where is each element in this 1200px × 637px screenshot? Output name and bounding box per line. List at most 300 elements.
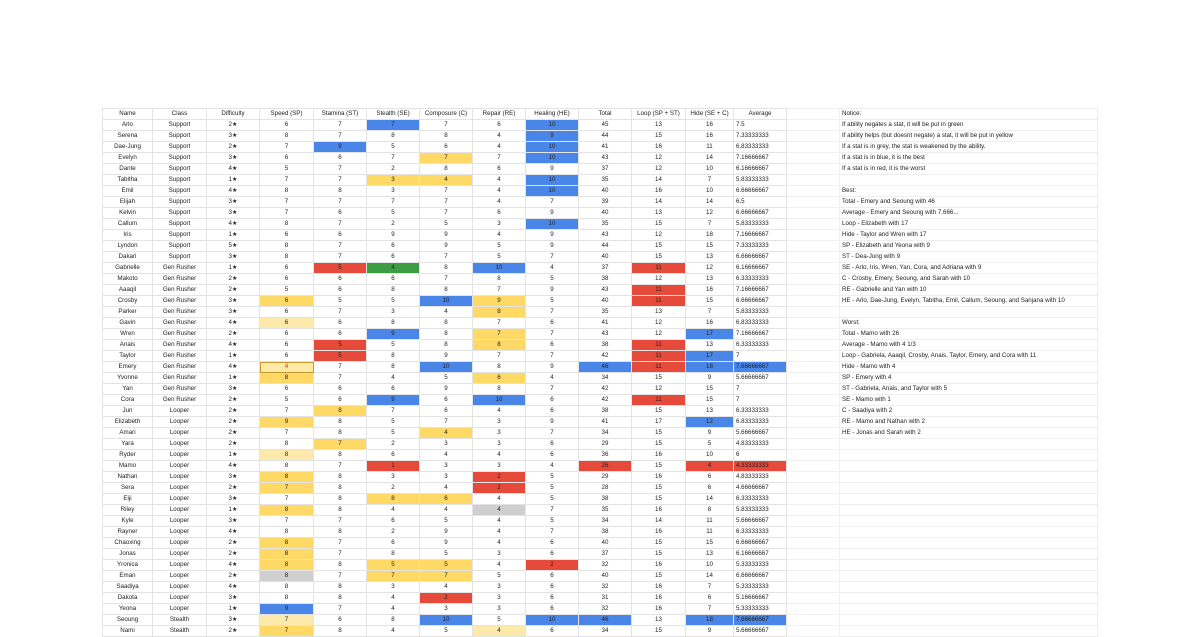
- cell[interactable]: Evelyn: [103, 153, 153, 164]
- cell[interactable]: 35: [579, 219, 632, 230]
- cell[interactable]: 26: [579, 461, 632, 472]
- column-header[interactable]: Difficulty: [207, 109, 260, 120]
- cell[interactable]: 16: [632, 450, 686, 461]
- notes-cell[interactable]: [840, 505, 1098, 516]
- cell[interactable]: Looper: [153, 538, 207, 549]
- notes-cell[interactable]: C - Saadiya with 2: [840, 406, 1098, 417]
- notes-cell[interactable]: [840, 582, 1098, 593]
- cell[interactable]: Serena: [103, 131, 153, 142]
- empty-cell[interactable]: [787, 131, 840, 142]
- cell[interactable]: 8: [420, 263, 473, 274]
- cell[interactable]: 4: [420, 307, 473, 318]
- cell[interactable]: 9: [526, 417, 579, 428]
- cell[interactable]: 15: [686, 538, 734, 549]
- cell[interactable]: 29: [579, 472, 632, 483]
- cell[interactable]: 13: [632, 307, 686, 318]
- empty-cell[interactable]: [787, 395, 840, 406]
- cell[interactable]: 7: [420, 186, 473, 197]
- cell[interactable]: 9: [526, 208, 579, 219]
- cell[interactable]: 5: [526, 516, 579, 527]
- notes-cell[interactable]: [840, 571, 1098, 582]
- cell[interactable]: 6: [526, 538, 579, 549]
- cell[interactable]: 7: [260, 142, 314, 153]
- cell[interactable]: 2★: [207, 329, 260, 340]
- cell[interactable]: 7: [260, 208, 314, 219]
- cell[interactable]: Looper: [153, 439, 207, 450]
- cell[interactable]: Support: [153, 230, 207, 241]
- cell[interactable]: 5: [420, 560, 473, 571]
- cell[interactable]: 6: [526, 626, 579, 637]
- cell[interactable]: 6.16666667: [734, 263, 787, 274]
- cell[interactable]: 11: [632, 395, 686, 406]
- cell[interactable]: 5: [526, 483, 579, 494]
- cell[interactable]: 6.33333333: [734, 406, 787, 417]
- cell[interactable]: 6: [260, 263, 314, 274]
- cell[interactable]: 17: [632, 417, 686, 428]
- cell[interactable]: 5: [367, 340, 420, 351]
- cell[interactable]: 3: [420, 439, 473, 450]
- cell[interactable]: 7: [420, 208, 473, 219]
- cell[interactable]: 2★: [207, 285, 260, 296]
- cell[interactable]: 4: [473, 406, 526, 417]
- cell[interactable]: 7: [367, 406, 420, 417]
- cell[interactable]: 6: [367, 450, 420, 461]
- cell[interactable]: 6: [526, 450, 579, 461]
- cell[interactable]: 3: [473, 604, 526, 615]
- empty-cell[interactable]: [787, 615, 840, 626]
- cell[interactable]: Kelvin: [103, 208, 153, 219]
- cell[interactable]: 34: [579, 516, 632, 527]
- empty-cell[interactable]: [787, 186, 840, 197]
- cell[interactable]: 12: [632, 164, 686, 175]
- cell[interactable]: 42: [579, 351, 632, 362]
- cell[interactable]: 43: [579, 230, 632, 241]
- cell[interactable]: Riley: [103, 505, 153, 516]
- cell[interactable]: Aaaqil: [103, 285, 153, 296]
- notes-cell[interactable]: HE - Jonas and Sarah with 2: [840, 428, 1098, 439]
- cell[interactable]: 34: [579, 626, 632, 637]
- cell[interactable]: 45: [579, 120, 632, 131]
- cell[interactable]: 43: [579, 285, 632, 296]
- cell[interactable]: Gen Rusher: [153, 329, 207, 340]
- cell[interactable]: 8: [420, 131, 473, 142]
- cell[interactable]: 2★: [207, 571, 260, 582]
- cell[interactable]: Gen Rusher: [153, 318, 207, 329]
- cell[interactable]: 2★: [207, 406, 260, 417]
- cell[interactable]: 4★: [207, 461, 260, 472]
- notes-cell[interactable]: [840, 450, 1098, 461]
- cell[interactable]: 6: [314, 329, 367, 340]
- cell[interactable]: 42: [579, 395, 632, 406]
- cell[interactable]: 15: [632, 549, 686, 560]
- cell[interactable]: Gavin: [103, 318, 153, 329]
- cell[interactable]: 9: [526, 131, 579, 142]
- cell[interactable]: 8: [260, 472, 314, 483]
- empty-cell[interactable]: [787, 285, 840, 296]
- cell[interactable]: Support: [153, 120, 207, 131]
- cell[interactable]: 7.66666667: [734, 362, 787, 373]
- cell[interactable]: 13: [632, 120, 686, 131]
- column-header[interactable]: Average: [734, 109, 787, 120]
- cell[interactable]: 5: [367, 417, 420, 428]
- cell[interactable]: 7.16666667: [734, 153, 787, 164]
- cell[interactable]: 6: [420, 406, 473, 417]
- cell[interactable]: 6: [686, 483, 734, 494]
- cell[interactable]: 5: [367, 296, 420, 307]
- cell[interactable]: 6: [526, 318, 579, 329]
- cell[interactable]: 8: [260, 582, 314, 593]
- cell[interactable]: 7: [314, 120, 367, 131]
- column-header[interactable]: Name: [103, 109, 153, 120]
- cell[interactable]: 4: [473, 186, 526, 197]
- cell[interactable]: 5: [526, 296, 579, 307]
- cell[interactable]: 6.66666667: [734, 208, 787, 219]
- cell[interactable]: 7: [420, 252, 473, 263]
- cell[interactable]: 9: [420, 538, 473, 549]
- cell[interactable]: 40: [579, 208, 632, 219]
- cell[interactable]: 9: [260, 417, 314, 428]
- cell[interactable]: 8: [260, 571, 314, 582]
- notes-cell[interactable]: C - Crosby, Emery, Seoung, and Sarah with 10: [840, 274, 1098, 285]
- cell[interactable]: 7: [367, 197, 420, 208]
- cell[interactable]: 2: [367, 483, 420, 494]
- cell[interactable]: 3: [367, 472, 420, 483]
- cell[interactable]: 18: [686, 230, 734, 241]
- cell[interactable]: 7: [420, 571, 473, 582]
- cell[interactable]: 4: [420, 175, 473, 186]
- cell[interactable]: 5: [420, 549, 473, 560]
- cell[interactable]: 5: [260, 164, 314, 175]
- cell[interactable]: 4: [473, 230, 526, 241]
- cell[interactable]: 7: [260, 516, 314, 527]
- cell[interactable]: 8: [260, 252, 314, 263]
- cell[interactable]: 5: [526, 472, 579, 483]
- cell[interactable]: 3★: [207, 516, 260, 527]
- cell[interactable]: Looper: [153, 560, 207, 571]
- empty-cell[interactable]: [787, 527, 840, 538]
- cell[interactable]: 11: [632, 351, 686, 362]
- cell[interactable]: 7: [260, 483, 314, 494]
- cell[interactable]: 15: [632, 373, 686, 384]
- cell[interactable]: 9: [367, 395, 420, 406]
- cell[interactable]: Looper: [153, 450, 207, 461]
- notes-cell[interactable]: SP - Elizabeth and Yeona with 9: [840, 241, 1098, 252]
- cell[interactable]: 8: [367, 318, 420, 329]
- cell[interactable]: 6: [367, 516, 420, 527]
- cell[interactable]: 7: [314, 307, 367, 318]
- cell[interactable]: 8: [314, 494, 367, 505]
- cell[interactable]: 8: [473, 362, 526, 373]
- cell[interactable]: 7: [314, 571, 367, 582]
- cell[interactable]: Callum: [103, 219, 153, 230]
- notes-cell[interactable]: If a stat is in grey, the stat is weakened by the ability.: [840, 142, 1098, 153]
- cell[interactable]: 3: [473, 219, 526, 230]
- cell[interactable]: 6: [260, 329, 314, 340]
- cell[interactable]: Support: [153, 131, 207, 142]
- cell[interactable]: Stealth: [153, 615, 207, 626]
- cell[interactable]: 5.83333333: [734, 505, 787, 516]
- empty-cell[interactable]: [787, 538, 840, 549]
- cell[interactable]: Yara: [103, 439, 153, 450]
- cell[interactable]: 8: [260, 527, 314, 538]
- cell[interactable]: 7: [314, 175, 367, 186]
- cell[interactable]: 5★: [207, 241, 260, 252]
- cell[interactable]: 6: [260, 120, 314, 131]
- cell[interactable]: 38: [579, 406, 632, 417]
- cell[interactable]: 6: [314, 230, 367, 241]
- empty-cell[interactable]: [787, 461, 840, 472]
- cell[interactable]: 6: [314, 318, 367, 329]
- cell[interactable]: 16: [632, 186, 686, 197]
- cell[interactable]: 32: [579, 604, 632, 615]
- cell[interactable]: 11: [632, 340, 686, 351]
- cell[interactable]: 10: [526, 142, 579, 153]
- cell[interactable]: 8: [420, 285, 473, 296]
- cell[interactable]: Elizabeth: [103, 417, 153, 428]
- cell[interactable]: 6.33333333: [734, 527, 787, 538]
- cell[interactable]: 10: [420, 362, 473, 373]
- cell[interactable]: 2: [367, 527, 420, 538]
- cell[interactable]: 7: [473, 351, 526, 362]
- cell[interactable]: 29: [579, 439, 632, 450]
- cell[interactable]: Looper: [153, 417, 207, 428]
- cell[interactable]: Looper: [153, 571, 207, 582]
- cell[interactable]: 7.16666667: [734, 329, 787, 340]
- cell[interactable]: 7: [314, 549, 367, 560]
- cell[interactable]: 41: [579, 318, 632, 329]
- cell[interactable]: 8: [314, 186, 367, 197]
- cell[interactable]: 6: [526, 340, 579, 351]
- notes-cell[interactable]: [840, 604, 1098, 615]
- cell[interactable]: 2: [367, 439, 420, 450]
- cell[interactable]: 7: [526, 351, 579, 362]
- cell[interactable]: 3: [473, 593, 526, 604]
- cell[interactable]: 7: [314, 362, 367, 373]
- cell[interactable]: 8: [260, 186, 314, 197]
- cell[interactable]: 4: [473, 516, 526, 527]
- cell[interactable]: 7: [314, 516, 367, 527]
- cell[interactable]: 16: [686, 318, 734, 329]
- cell[interactable]: Emery: [103, 362, 153, 373]
- cell[interactable]: 8: [367, 494, 420, 505]
- column-header[interactable]: Loop (SP + ST): [632, 109, 686, 120]
- empty-cell[interactable]: [787, 230, 840, 241]
- cell[interactable]: 11: [686, 142, 734, 153]
- cell[interactable]: 11: [632, 362, 686, 373]
- cell[interactable]: Nami: [103, 626, 153, 637]
- cell[interactable]: Gen Rusher: [153, 340, 207, 351]
- cell[interactable]: Support: [153, 175, 207, 186]
- cell[interactable]: 3★: [207, 593, 260, 604]
- cell[interactable]: 6.83333333: [734, 142, 787, 153]
- empty-cell[interactable]: [787, 142, 840, 153]
- cell[interactable]: 4: [367, 505, 420, 516]
- notes-cell[interactable]: If ability helps (but doesnt negate) a stat, it will be put in yellow: [840, 131, 1098, 142]
- notes-cell[interactable]: RE - Mamo and Nathan with 2: [840, 417, 1098, 428]
- cell[interactable]: 2: [420, 593, 473, 604]
- empty-cell[interactable]: [787, 340, 840, 351]
- cell[interactable]: 6: [314, 153, 367, 164]
- cell[interactable]: 15: [632, 219, 686, 230]
- cell[interactable]: 4: [367, 263, 420, 274]
- cell[interactable]: 7: [686, 604, 734, 615]
- cell[interactable]: 7: [420, 120, 473, 131]
- cell[interactable]: 8: [367, 351, 420, 362]
- cell[interactable]: 7: [260, 197, 314, 208]
- cell[interactable]: 17: [686, 351, 734, 362]
- notes-cell[interactable]: [840, 615, 1098, 626]
- cell[interactable]: Gen Rusher: [153, 384, 207, 395]
- cell[interactable]: 46: [579, 615, 632, 626]
- cell[interactable]: 4: [526, 373, 579, 384]
- cell[interactable]: 10: [526, 186, 579, 197]
- cell[interactable]: 16: [632, 582, 686, 593]
- notes-cell[interactable]: [840, 516, 1098, 527]
- cell[interactable]: 4: [420, 483, 473, 494]
- cell[interactable]: 6: [526, 604, 579, 615]
- cell[interactable]: 8: [260, 538, 314, 549]
- cell[interactable]: 8: [260, 450, 314, 461]
- cell[interactable]: 12: [686, 417, 734, 428]
- cell[interactable]: 8: [686, 505, 734, 516]
- cell[interactable]: 7: [734, 384, 787, 395]
- empty-cell[interactable]: [787, 483, 840, 494]
- cell[interactable]: 5: [526, 494, 579, 505]
- cell[interactable]: 8: [314, 483, 367, 494]
- cell[interactable]: 6: [526, 593, 579, 604]
- cell[interactable]: Yan: [103, 384, 153, 395]
- cell[interactable]: 7: [526, 252, 579, 263]
- cell[interactable]: 8: [420, 329, 473, 340]
- cell[interactable]: 37: [579, 164, 632, 175]
- cell[interactable]: 15: [632, 626, 686, 637]
- cell[interactable]: 8: [260, 461, 314, 472]
- cell[interactable]: 5.33333333: [734, 582, 787, 593]
- empty-cell[interactable]: [787, 494, 840, 505]
- cell[interactable]: 6: [260, 340, 314, 351]
- cell[interactable]: 5.83333333: [734, 219, 787, 230]
- cell[interactable]: 12: [632, 153, 686, 164]
- cell[interactable]: 7: [314, 604, 367, 615]
- cell[interactable]: 7: [686, 219, 734, 230]
- empty-cell[interactable]: [787, 362, 840, 373]
- cell[interactable]: 40: [579, 296, 632, 307]
- empty-cell[interactable]: [787, 351, 840, 362]
- cell[interactable]: 6: [367, 274, 420, 285]
- cell[interactable]: 8: [260, 241, 314, 252]
- cell[interactable]: 6.33333333: [734, 494, 787, 505]
- cell[interactable]: 7: [686, 582, 734, 593]
- cell[interactable]: 16: [632, 472, 686, 483]
- cell[interactable]: 38: [579, 527, 632, 538]
- cell[interactable]: Parker: [103, 307, 153, 318]
- cell[interactable]: 5: [367, 560, 420, 571]
- cell[interactable]: 9: [314, 142, 367, 153]
- cell[interactable]: Gen Rusher: [153, 373, 207, 384]
- empty-cell[interactable]: [787, 109, 840, 120]
- notes-cell[interactable]: ST - Gabriela, Anais, and Taylor with 5: [840, 384, 1098, 395]
- cell[interactable]: 11: [632, 263, 686, 274]
- cell[interactable]: 11: [686, 527, 734, 538]
- cell[interactable]: 5: [314, 296, 367, 307]
- cell[interactable]: 1★: [207, 263, 260, 274]
- cell[interactable]: 9: [686, 428, 734, 439]
- cell[interactable]: 11: [632, 296, 686, 307]
- notes-cell[interactable]: Average - Mamo with 4 1/3: [840, 340, 1098, 351]
- cell[interactable]: 7: [473, 329, 526, 340]
- cell[interactable]: Kyle: [103, 516, 153, 527]
- cell[interactable]: 8: [314, 406, 367, 417]
- notes-cell[interactable]: [840, 549, 1098, 560]
- cell[interactable]: Anais: [103, 340, 153, 351]
- cell[interactable]: 7: [314, 197, 367, 208]
- cell[interactable]: 3: [473, 549, 526, 560]
- cell[interactable]: 3: [367, 175, 420, 186]
- cell[interactable]: Looper: [153, 472, 207, 483]
- cell[interactable]: 4: [473, 560, 526, 571]
- cell[interactable]: 9: [420, 384, 473, 395]
- cell[interactable]: 8: [367, 362, 420, 373]
- cell[interactable]: 16: [632, 142, 686, 153]
- cell[interactable]: 7: [367, 571, 420, 582]
- cell[interactable]: 9: [420, 241, 473, 252]
- cell[interactable]: 2★: [207, 538, 260, 549]
- cell[interactable]: 15: [632, 494, 686, 505]
- cell[interactable]: 4.33333333: [734, 461, 787, 472]
- cell[interactable]: 15: [632, 241, 686, 252]
- column-header[interactable]: Repair (RE): [473, 109, 526, 120]
- cell[interactable]: 7: [314, 131, 367, 142]
- cell[interactable]: Taylor: [103, 351, 153, 362]
- cell[interactable]: 8: [314, 505, 367, 516]
- cell[interactable]: 5: [420, 516, 473, 527]
- cell[interactable]: 3: [420, 472, 473, 483]
- cell[interactable]: 7: [367, 120, 420, 131]
- cell[interactable]: 4: [367, 604, 420, 615]
- cell[interactable]: 13: [632, 615, 686, 626]
- cell[interactable]: 9: [420, 351, 473, 362]
- cell[interactable]: 6.5: [734, 197, 787, 208]
- cell[interactable]: 7: [686, 175, 734, 186]
- notes-cell[interactable]: Average - Emery and Seoung with 7.666...: [840, 208, 1098, 219]
- cell[interactable]: 6: [686, 593, 734, 604]
- cell[interactable]: 18: [686, 362, 734, 373]
- cell[interactable]: Support: [153, 186, 207, 197]
- cell[interactable]: 35: [579, 307, 632, 318]
- cell[interactable]: 15: [632, 461, 686, 472]
- cell[interactable]: 42: [579, 384, 632, 395]
- cell[interactable]: 9: [526, 362, 579, 373]
- cell[interactable]: Looper: [153, 516, 207, 527]
- cell[interactable]: 15: [632, 252, 686, 263]
- cell[interactable]: 4: [473, 175, 526, 186]
- cell[interactable]: 4: [526, 263, 579, 274]
- cell[interactable]: 12: [632, 318, 686, 329]
- cell[interactable]: 5: [367, 142, 420, 153]
- cell[interactable]: 7: [686, 307, 734, 318]
- empty-cell[interactable]: [787, 307, 840, 318]
- cell[interactable]: 8: [367, 285, 420, 296]
- cell[interactable]: 6: [260, 318, 314, 329]
- cell[interactable]: 37: [579, 549, 632, 560]
- cell[interactable]: Yvonne: [103, 373, 153, 384]
- cell[interactable]: 6: [473, 208, 526, 219]
- cell[interactable]: 6: [420, 395, 473, 406]
- cell[interactable]: 12: [632, 274, 686, 285]
- cell[interactable]: 9: [367, 230, 420, 241]
- notes-cell[interactable]: [840, 527, 1098, 538]
- cell[interactable]: 4: [473, 197, 526, 208]
